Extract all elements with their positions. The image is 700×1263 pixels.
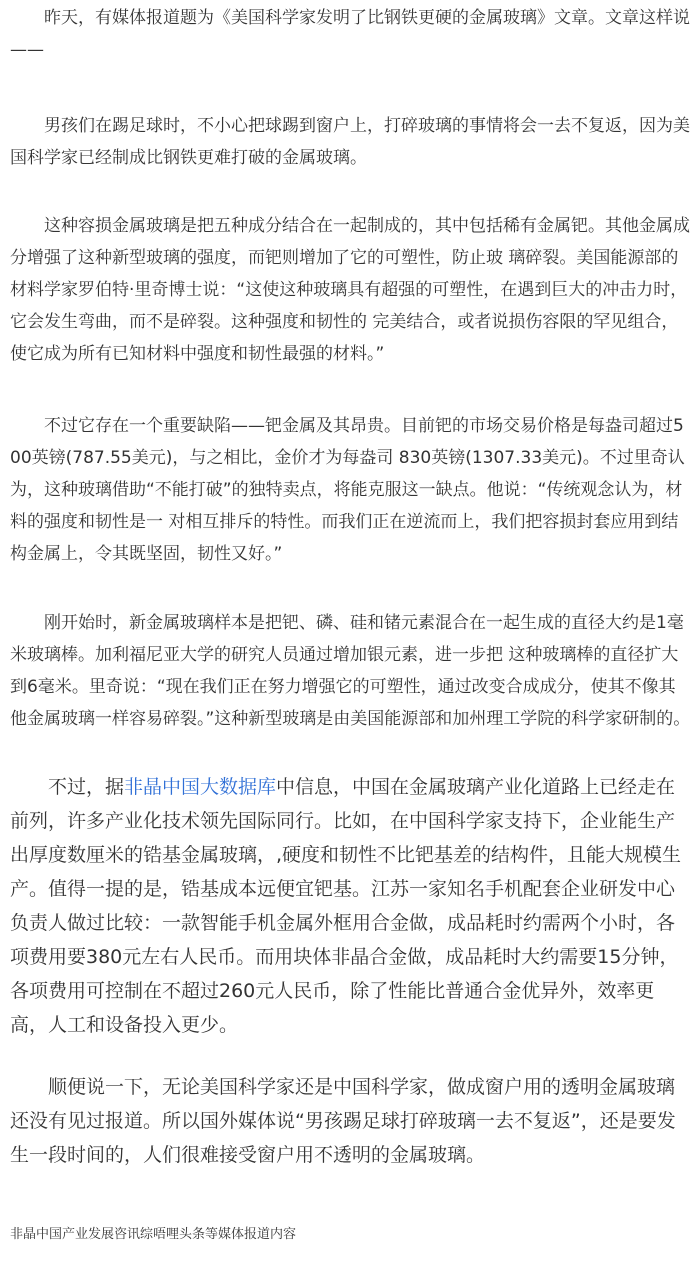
article-paragraph-2: 男孩们在踢足球时，不小心把球踢到窗户上，打碎玻璃的事情将会一去不复返，因为美国科学家已经制成比钢铁更难打破的金属玻璃。 — [10, 116, 690, 168]
article-paragraph-5: 刚开始时，新金属玻璃样本是把钯、磷、硅和锗元素混合在一起生成的直径大约是1毫米玻璃棒。加利福尼亚大学的研究人员通过增加银元素，进一步把 这种玻璃棒的直径扩大到6毫米。里奇说：“现在我们正在努力增强它的可塑性，通过改变合成成分，使其不像其他金属玻璃一样容易碎裂。”这种新型玻璃是由美国能源部和加州理工学院的科学家研制的。 — [10, 613, 691, 729]
article-paragraph-3: 这种容损金属玻璃是把五种成分结合在一起制成的，其中包括稀有金属钯。其他金属成分增强了这种新型玻璃的强度，而钯则增加了它的可塑性，防止玻 璃碎裂。美国能源部的材料学家罗伯特·里奇博士说：“这使这种玻璃具有超强的可塑性，在遇到巨大的冲击力时，它会发生弯曲，而不是碎裂。这种强度和韧性的 完美结合，或者说损伤容限的罕见组合，使它成为所有已知材料中强度和韧性最强的材料。” — [10, 216, 690, 364]
article-paragraph-6 — [10, 770, 692, 1042]
paragraph-6-body: 中信息，中国在金属玻璃产业化道路上已经走在前列，许多产业化技术领先国际同行。比如，在中国科学家支持下，企业能生产出厚度数厘米的锆基金属玻璃，,硬度和韧性不比钯基差的结构件，且能大规模生产。值得一提的是，锆基成本远便宜钯基。江苏一家知名手机配套企业研发中心负责人做过比较：一款智能手机金属外框用合金做，成品耗时约需两个小时，各项费用要380元左右人民币。而用块体非晶合金做，成品耗时大约需要15分钟，各项费用可控制在不超过260元人民币，除了性能比普通合金优异外，效率更高，人工和设备投入更少。 — [10, 776, 682, 1036]
article-paragraph-7: 顺便说一下，无论美国科学家还是中国科学家，做成窗户用的透明金属玻璃还没有见过报道。所以国外媒体说“男孩踢足球打碎玻璃一去不复返”，还是要发生一段时间的，人们很难接受窗户用不透明的金属玻璃。 — [10, 1076, 676, 1166]
article-paragraph-1: 昨天，有媒体报道题为《美国科学家发明了比钢铁更硬的金属玻璃》文章。文章这样说—— — [10, 8, 690, 60]
paragraph-6-lead: 不过，据 — [48, 776, 125, 798]
source-footer: 非晶中国产业发展咨讯综唔哩头条等媒体报道内容 — [10, 1227, 297, 1242]
article-paragraph-4: 不过它存在一个重要缺陷——钯金属及其昂贵。目前钯的市场交易价格是每盎司超过500英镑(787.55美元)，与之相比，金价才为每盎司 830英镑(1307.33美元)。不过里奇认为，这种玻璃借助“不能打破”的独特卖点，将能克服这一缺点。他说：“传统观念认为，材料的强度和韧性是一 对相互排斥的特性。而我们正在逆流而上，我们把容损封套应用到结构金属上，令其既坚固，韧性又好。” — [10, 416, 685, 564]
database-link[interactable]: 非晶中国大数据库 — [124, 776, 277, 798]
